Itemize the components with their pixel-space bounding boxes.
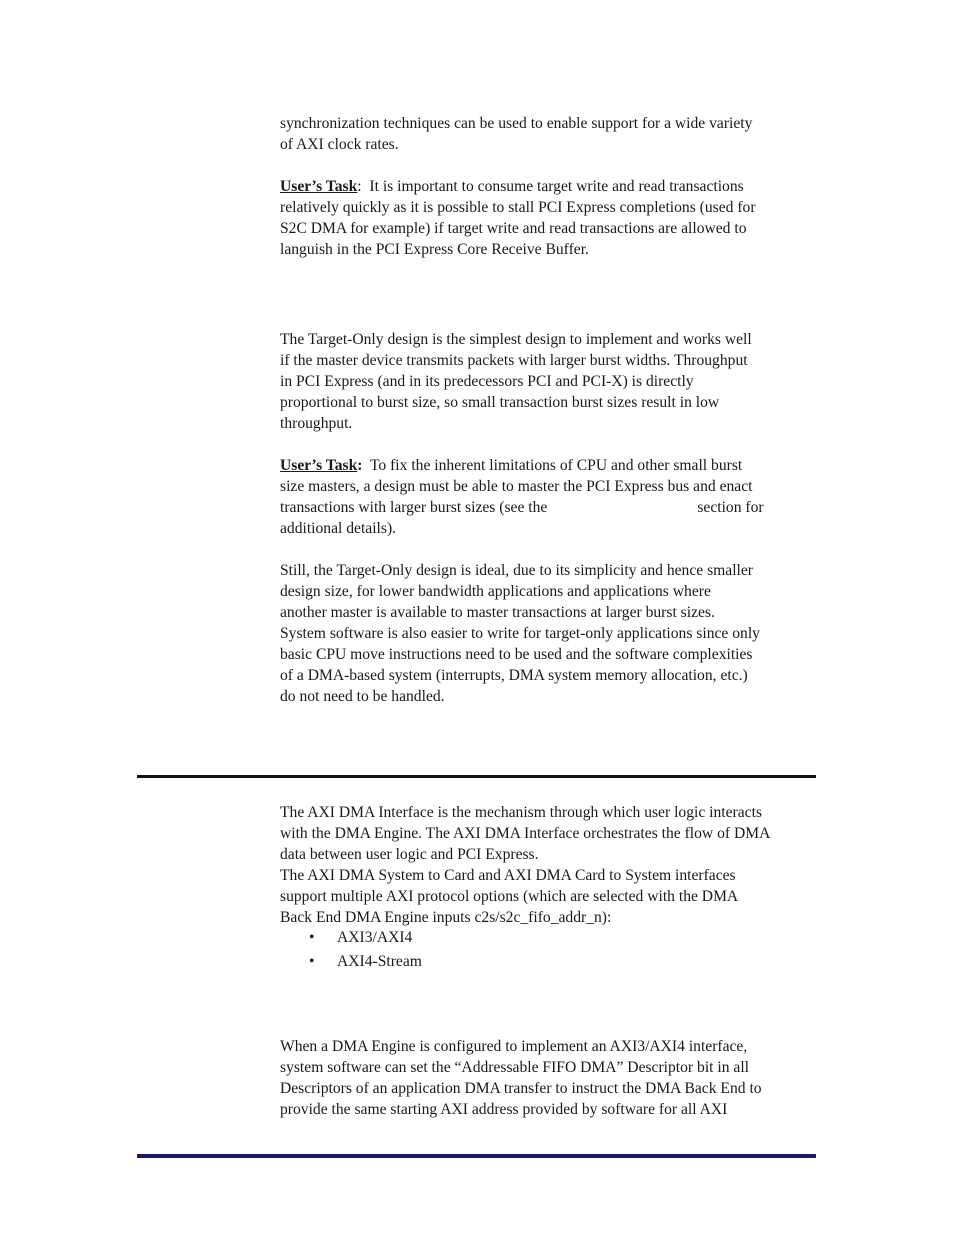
text-line: System software is also easier to write for target-only applications since only: [280, 625, 760, 642]
footer-divider: [137, 1154, 816, 1158]
text-line: provide the same starting AXI address provided by software for all AXI: [280, 1101, 728, 1118]
bullet-list: [280, 927, 422, 975]
text-line: design size, for lower bandwidth applications and applications where: [280, 583, 711, 600]
list-item-label: AXI4-Stream: [337, 953, 422, 970]
bullet-icon: •: [309, 953, 315, 970]
text-line: S2C DMA for example) if target write and read transactions are allowed to: [280, 220, 747, 237]
list-item: [280, 951, 422, 975]
list-item-label: AXI3/AXI4: [337, 929, 413, 946]
text-fragment: It is important to consume target write and read transactions: [369, 178, 744, 195]
list-item: [280, 927, 422, 951]
text-line: basic CPU move instructions need to be used and the software complexities: [280, 646, 753, 663]
text-line: The Target-Only design is the simplest design to implement and works well: [280, 331, 752, 348]
users-task-colon: :: [357, 178, 362, 195]
text-line: The AXI DMA System to Card and AXI DMA Card to System interfaces: [280, 867, 736, 884]
text-line: synchronization techniques can be used to enable support for a wide variety: [280, 115, 753, 132]
text-fragment: section for: [697, 499, 764, 516]
text-line: relatively quickly as it is possible to stall PCI Express completions (used for: [280, 199, 756, 216]
text-line: The AXI DMA Interface is the mechanism through which user logic interacts: [280, 804, 762, 821]
paragraph-axi-dma-interface: [280, 802, 818, 928]
text-line: if the master device transmits packets with larger burst widths. Throughput: [280, 352, 748, 369]
text-line: of a DMA-based system (interrupts, DMA system memory allocation, etc.): [280, 667, 748, 684]
text-line: Still, the Target-Only design is ideal, due to its simplicity and hence smaller: [280, 562, 753, 579]
text-line: support multiple AXI protocol options (which are selected with the DMA: [280, 888, 739, 905]
text-line: in PCI Express (and in its predecessors PCI and PCI-X) is directly: [280, 373, 694, 390]
text-line: size masters, a design must be able to master the PCI Express bus and enact: [280, 478, 753, 495]
paragraph-addressable-fifo: [280, 1036, 818, 1120]
text-line: Descriptors of an application DMA transfer to instruct the DMA Back End to: [280, 1080, 762, 1097]
bullet-icon: •: [309, 929, 315, 946]
text-line: another master is available to master transactions at larger burst sizes.: [280, 604, 715, 621]
text-line: with the DMA Engine. The AXI DMA Interface orchestrates the flow of DMA: [280, 825, 771, 842]
paragraph-target-only-ideal: [280, 560, 818, 707]
text-line: languish in the PCI Express Core Receive Buffer.: [280, 241, 589, 258]
text-line: additional details).: [280, 520, 397, 537]
text-line: [280, 455, 818, 476]
paragraph-users-task-1: [280, 176, 818, 260]
text-line: When a DMA Engine is configured to implement an AXI3/AXI4 interface,: [280, 1038, 748, 1055]
text-line: do not need to be handled.: [280, 688, 445, 705]
text-line: data between user logic and PCI Express.: [280, 846, 539, 863]
text-line: proportional to burst size, so small transaction burst sizes result in low: [280, 394, 720, 411]
users-task-label: User’s Task: [280, 178, 358, 195]
text-line: [280, 497, 818, 518]
text-fragment: To fix the inherent limitations of CPU and other small burst: [369, 457, 743, 474]
section-divider: [137, 775, 816, 778]
text-line: of AXI clock rates.: [280, 136, 399, 153]
paragraph-target-only: [280, 329, 818, 434]
paragraph-sync: [280, 113, 818, 155]
text-line: Back End DMA Engine inputs c2s/s2c_fifo_addr_n):: [280, 909, 612, 926]
text-line: system software can set the “Addressable FIFO DMA” Descriptor bit in all: [280, 1059, 750, 1076]
text-line: [280, 176, 818, 197]
users-task-label: User’s Task: [280, 457, 358, 474]
users-task-colon: :: [357, 457, 363, 474]
paragraph-users-task-2: [280, 455, 818, 539]
text-line: throughput.: [280, 415, 353, 432]
text-fragment: transactions with larger burst sizes (see the: [280, 499, 548, 516]
